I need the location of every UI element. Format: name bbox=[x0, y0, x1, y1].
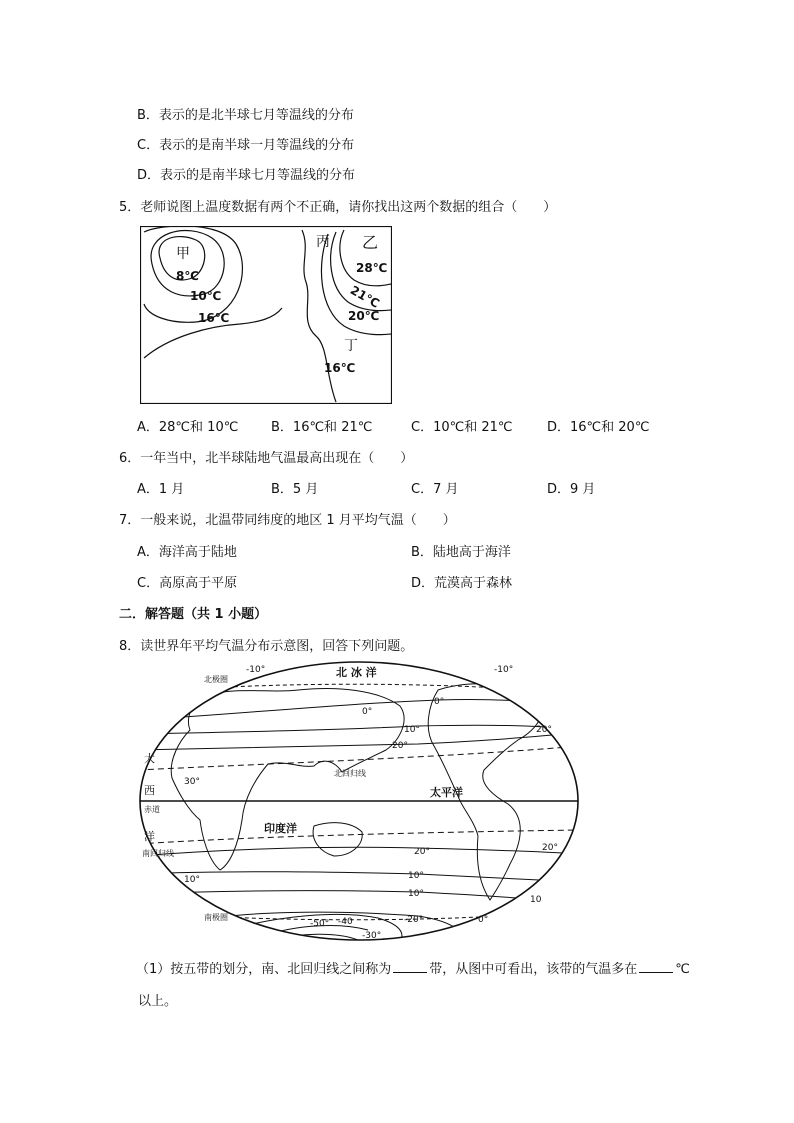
answer-blank-zone[interactable] bbox=[393, 960, 427, 973]
label-arctic-ocean: 北 冰 洋 bbox=[336, 666, 377, 679]
label-10-south-c: 10° bbox=[184, 875, 200, 885]
q8-sub1-part1: （1）按五带的划分，南、北回归线之间称为 bbox=[136, 962, 392, 977]
q7-option-b: B．陆地高于海洋 bbox=[411, 545, 511, 560]
q5-option-a: A．28℃和 10℃ bbox=[137, 420, 239, 435]
q8-sub1-part3: ℃ bbox=[675, 962, 690, 977]
label-bing: 丙 bbox=[316, 234, 330, 250]
q7-option-a: A．海洋高于陆地 bbox=[137, 545, 237, 560]
label-10c: 10℃ bbox=[190, 289, 222, 303]
label-10-south-b: 10° bbox=[408, 889, 424, 899]
isotherm-figure bbox=[140, 226, 392, 404]
q7-option-c: C．高原高于平原 bbox=[137, 576, 238, 591]
label-minus20: -20° bbox=[404, 915, 424, 925]
world-temperature-map bbox=[138, 660, 580, 942]
label-10-north: 10° bbox=[404, 725, 420, 735]
answer-blank-temperature[interactable] bbox=[639, 960, 673, 973]
label-ding: 丁 bbox=[344, 338, 358, 354]
q8-stem: 8．读世界年平均气温分布示意图，回答下列问题。 bbox=[119, 639, 414, 654]
label-21c: 21℃ bbox=[347, 282, 382, 311]
label-tropic-cancer: 北回归线 bbox=[334, 769, 366, 778]
q6-stem: 6．一年当中，北半球陆地气温最高出现在（ ） bbox=[119, 451, 414, 466]
label-10-east: 10 bbox=[530, 895, 542, 905]
q8-sub1-part2: 带，从图中可看出，该带的气温多在 bbox=[429, 962, 638, 977]
q6-option-d: D．9 月 bbox=[547, 482, 596, 497]
label-minus10-b: -10° bbox=[494, 665, 514, 675]
label-equator: 赤道 bbox=[144, 805, 160, 814]
label-10-south-a: 10° bbox=[408, 871, 424, 881]
q6-option-a: A．1 月 bbox=[137, 482, 185, 497]
label-minus50: -50° bbox=[310, 919, 330, 929]
label-minus30: -30° bbox=[362, 931, 382, 941]
section-title: 二．解答题（共 1 小题） bbox=[119, 607, 268, 622]
label-zero-b: 0° bbox=[434, 697, 445, 707]
label-yi: 乙 bbox=[362, 233, 379, 252]
label-pacific: 太平洋 bbox=[430, 786, 463, 799]
label-yang: 洋 bbox=[144, 830, 155, 843]
label-28c: 28℃ bbox=[356, 261, 388, 275]
q7-stem: 7．一般来说，北温带同纬度的地区 1 月平均气温（ ） bbox=[119, 513, 456, 528]
q5-option-d: D．16℃和 20℃ bbox=[547, 420, 650, 435]
q4-option-c: C．表示的是南半球一月等温线的分布 bbox=[137, 138, 355, 153]
label-arctic-circle: 北极圈 bbox=[204, 675, 228, 684]
label-xi: 西 bbox=[144, 784, 155, 797]
q4-option-d: D．表示的是南半球七月等温线的分布 bbox=[137, 168, 356, 183]
label-zero-a: 0° bbox=[362, 707, 373, 717]
label-da: 大 bbox=[144, 752, 155, 765]
q8-sub1-line1 bbox=[136, 958, 690, 977]
label-20-south-a: 20° bbox=[414, 847, 430, 857]
q8-sub1-line2: 以上。 bbox=[138, 994, 178, 1009]
label-20c: 20℃ bbox=[348, 309, 380, 323]
label-16c-left: 16℃ bbox=[198, 311, 230, 325]
label-zero-south: 0° bbox=[478, 915, 489, 925]
label-antarctic-circle: 南极圈 bbox=[204, 913, 228, 922]
q6-option-b: B．5 月 bbox=[271, 482, 319, 497]
q7-option-d: D．荒漠高于森林 bbox=[411, 576, 513, 591]
label-20-north-east: 20° bbox=[536, 725, 552, 735]
label-indian: 印度洋 bbox=[264, 822, 297, 835]
label-tropic-capricorn: 南回归线 bbox=[142, 849, 174, 858]
label-8c: 8℃ bbox=[176, 269, 199, 283]
label-minus10-a: -10° bbox=[246, 665, 266, 675]
q6-option-c: C．7 月 bbox=[411, 482, 459, 497]
q5-option-c: C．10℃和 21℃ bbox=[411, 420, 513, 435]
q5-option-b: B．16℃和 21℃ bbox=[271, 420, 373, 435]
label-30: 30° bbox=[184, 777, 200, 787]
label-jia: 甲 bbox=[176, 246, 190, 262]
q5-stem: 5．老师说图上温度数据有两个不正确，请你找出这两个数据的组合（ ） bbox=[119, 200, 557, 215]
label-16c-right: 16℃ bbox=[324, 361, 356, 375]
label-20-south-b: 20° bbox=[542, 843, 558, 853]
label-minus40: -40 bbox=[338, 917, 353, 927]
q4-option-b: B．表示的是北半球七月等温线的分布 bbox=[137, 108, 354, 123]
label-20-north: 20° bbox=[392, 741, 408, 751]
